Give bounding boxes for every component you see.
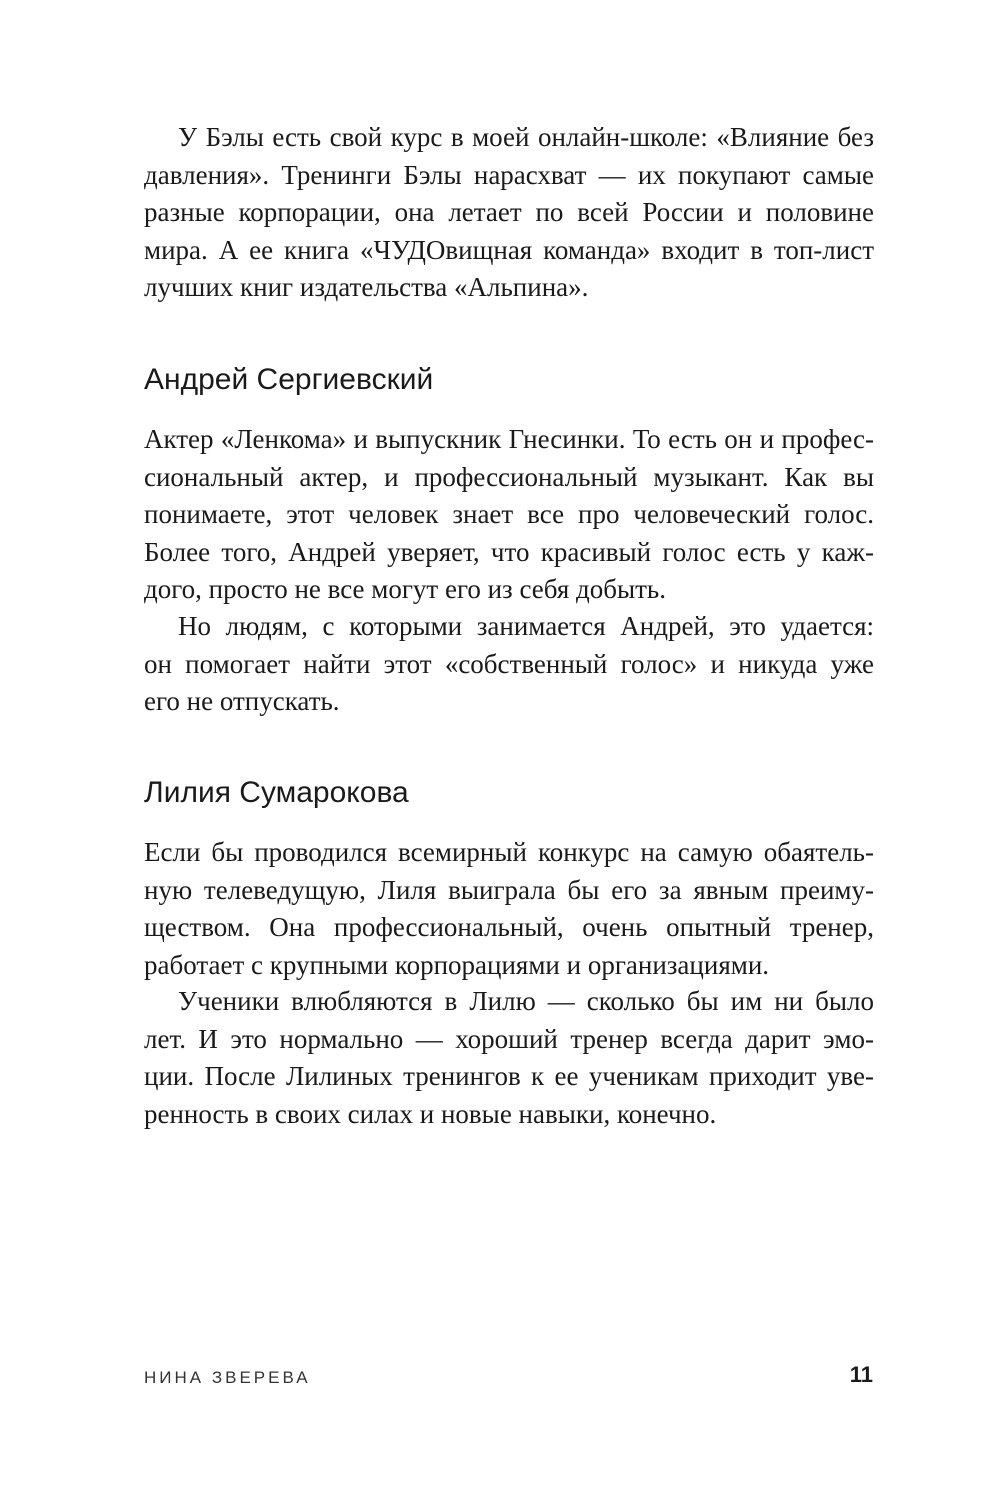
text-line: Но людям, с которыми занимается Андрей, это удается: <box>178 611 874 641</box>
sumarokova-paragraph-1 <box>144 834 874 984</box>
text-line: он помогает найти этот «собственный голос» и никуда уже <box>144 648 874 679</box>
text-line: понимаете, этот человек знает все про человеческий голос. <box>144 499 874 529</box>
sumarokova-paragraph-2 <box>144 983 874 1133</box>
text-line: работает с крупными корпорациями и организациями. <box>144 949 770 980</box>
section-heading-sumarokova: Лилия Сумарокова <box>144 776 409 809</box>
sergievsky-paragraph-2 <box>144 608 874 721</box>
page-number: 11 <box>849 1362 873 1387</box>
text-line: давления». Тренинги Бэлы нарасхват — их покупают самые <box>144 159 874 190</box>
text-line: Актер «Ленкома» и выпускник Гнесинки. То есть он и профес- <box>144 424 874 454</box>
text-line: ции. После Лилиных тренингов к ее ученикам приходит уве- <box>144 1061 874 1091</box>
text-line: Если бы проводился всемирный конкурс на самую обаятель- <box>144 837 874 867</box>
text-line: ренность в своих силах и новые навыки, конечно. <box>144 1098 717 1129</box>
intro-paragraph <box>144 119 874 307</box>
sergievsky-paragraph-1 <box>144 421 874 609</box>
text-line: дого, просто не все могут его из себя добыть. <box>144 574 666 604</box>
text-line: его не отпускать. <box>144 686 340 716</box>
text-line: Ученики влюбляются в Лилю — сколько бы им ни было <box>178 986 874 1016</box>
text-line: ществом. Она профессиональный, очень опытный тренер, <box>144 912 874 942</box>
text-line: Более того, Андрей уверяет, что красивый голос есть у каж- <box>144 536 874 567</box>
section-heading-sergievsky: Андрей Сергиевский <box>144 363 434 396</box>
text-line: У Бэлы есть свой курс в моей онлайн-школе: «Влияние без <box>178 122 874 152</box>
text-line: сиональный актер, и профессиональный музыкант. Как вы <box>144 461 874 492</box>
running-footer-author: НИНА ЗВЕРЕВА <box>144 1368 311 1387</box>
text-line: лет. И это нормально — хороший тренер всегда дарит эмо- <box>144 1023 874 1054</box>
text-line: ную телеведущую, Лиля выиграла бы его за явным преиму- <box>144 874 874 905</box>
text-line: разные корпорации, она летает по всей России и половине <box>144 197 874 227</box>
text-line: мира. А ее книга «ЧУДОвищная команда» входит в топ-лист <box>144 234 874 265</box>
text-line: лучших книг издательства «Альпина». <box>144 272 589 302</box>
